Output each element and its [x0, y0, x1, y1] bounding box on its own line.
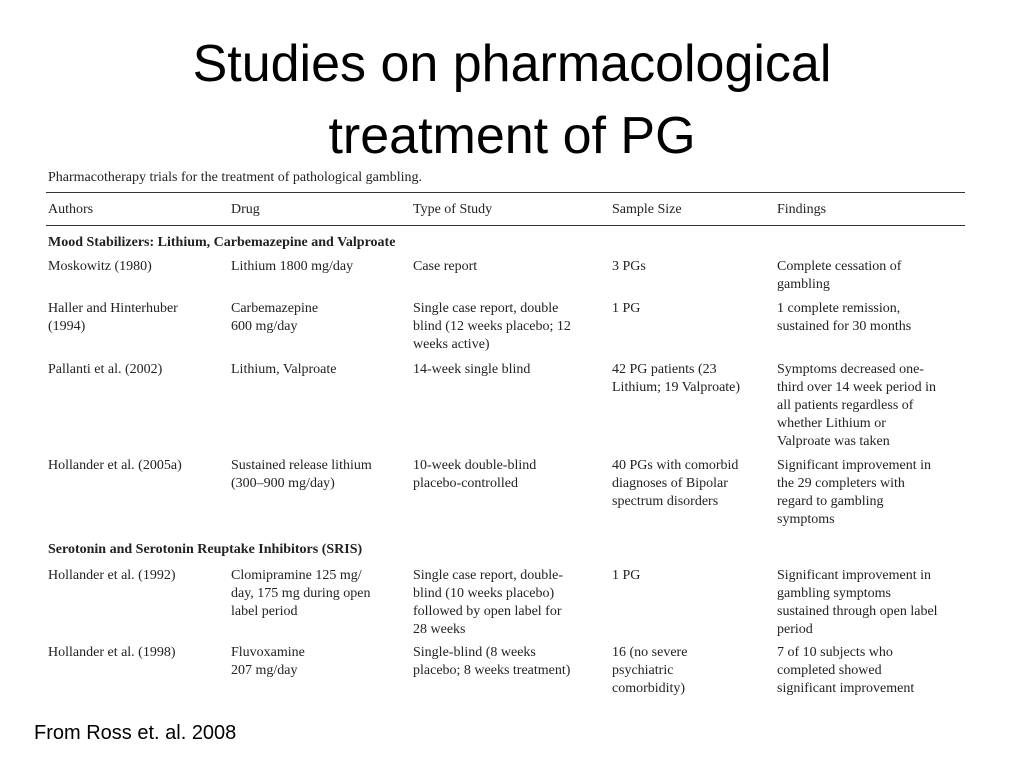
cell-line: Sustained release lithium	[231, 458, 372, 473]
cell-drug	[231, 258, 406, 276]
header-bottom-rule	[46, 225, 965, 226]
cell-drug	[231, 300, 406, 336]
cell-line: 1 complete remission,	[777, 301, 901, 316]
cell-line: weeks active)	[413, 337, 490, 352]
header-sample-size: Sample Size	[612, 202, 682, 217]
header-drug: Drug	[231, 202, 260, 217]
cell-type-of-study	[413, 567, 606, 639]
cell-line: placebo-controlled	[413, 476, 518, 491]
cell-line: Pallanti et al. (2002)	[48, 362, 163, 377]
cell-line: 16 (no severe	[612, 645, 688, 660]
cell-drug	[231, 567, 406, 621]
cell-line: Single case report, double-	[413, 568, 564, 583]
cell-type-of-study	[413, 644, 606, 680]
cell-type-of-study	[413, 457, 606, 493]
cell-line: 1 PG	[612, 568, 641, 583]
cell-line: Significant improvement in	[777, 568, 931, 583]
cell-line: Fluvoxamine	[231, 645, 305, 660]
cell-line: day, 175 mg during open	[231, 586, 371, 601]
source-citation: From Ross et. al. 2008	[34, 722, 237, 744]
cell-line: placebo; 8 weeks treatment)	[413, 663, 571, 678]
cell-line: Carbemazepine	[231, 301, 319, 316]
cell-findings	[777, 567, 967, 639]
cell-line: third over 14 week period in	[777, 380, 937, 395]
cell-line: all patients regardless of	[777, 398, 914, 413]
cell-line: the 29 completers with	[777, 476, 905, 491]
cell-line: psychiatric	[612, 663, 674, 678]
cell-line: 7 of 10 subjects who	[777, 645, 893, 660]
cell-sample-size	[612, 644, 770, 698]
section-heading: Mood Stabilizers: Lithium, Carbemazepine and Valproate	[48, 235, 396, 250]
cell-line: 10-week double-blind	[413, 458, 537, 473]
cell-sample-size	[612, 258, 770, 276]
cell-line: blind (12 weeks placebo; 12	[413, 319, 571, 334]
cell-line: spectrum disorders	[612, 494, 719, 509]
cell-line: Symptoms decreased one-	[777, 362, 924, 377]
cell-authors	[48, 300, 226, 336]
cell-line: 40 PGs with comorbid	[612, 458, 739, 473]
cell-line: regard to gambling	[777, 494, 884, 509]
cell-authors	[48, 644, 226, 662]
section-heading: Serotonin and Serotonin Reuptake Inhibitors (SRIS)	[48, 542, 363, 557]
cell-line: gambling	[777, 277, 830, 292]
header-type-of-study: Type of Study	[413, 202, 493, 217]
cell-findings	[777, 457, 967, 529]
cell-type-of-study	[413, 300, 606, 354]
cell-line: Moskowitz (1980)	[48, 259, 152, 274]
cell-findings	[777, 361, 967, 451]
cell-line: Hollander et al. (1998)	[48, 645, 176, 660]
slide-title-line-1: Studies on pharmacological	[192, 35, 832, 93]
cell-sample-size	[612, 300, 770, 318]
cell-line: Lithium; 19 Valproate)	[612, 380, 741, 395]
cell-authors	[48, 361, 226, 379]
slide-title-line-2: treatment of PG	[328, 107, 696, 165]
cell-authors	[48, 567, 226, 585]
cell-line: 28 weeks	[413, 622, 466, 637]
cell-line: followed by open label for	[413, 604, 562, 619]
header-authors: Authors	[48, 202, 94, 217]
cell-authors	[48, 457, 226, 475]
cell-line: Hollander et al. (1992)	[48, 568, 176, 583]
cell-line: 3 PGs	[612, 259, 646, 274]
cell-findings	[777, 258, 967, 294]
cell-line: Haller and Hinterhuber	[48, 301, 178, 316]
cell-line: Significant improvement in	[777, 458, 931, 473]
cell-line: 600 mg/day	[231, 319, 298, 334]
cell-line: 1 PG	[612, 301, 641, 316]
cell-line: Valproate was taken	[777, 434, 890, 449]
cell-line: symptoms	[777, 512, 835, 527]
cell-sample-size	[612, 457, 770, 511]
cell-line: blind (10 weeks placebo)	[413, 586, 555, 601]
cell-line: significant improvement	[777, 681, 915, 696]
cell-line: Lithium, Valproate	[231, 362, 337, 377]
cell-line: Hollander et al. (2005a)	[48, 458, 182, 473]
cell-line: Complete cessation of	[777, 259, 902, 274]
cell-drug	[231, 457, 406, 493]
cell-line: whether Lithium or	[777, 416, 886, 431]
cell-drug	[231, 361, 406, 379]
cell-line: 42 PG patients (23	[612, 362, 717, 377]
cell-line: 14-week single blind	[413, 362, 531, 377]
cell-line: completed showed	[777, 663, 882, 678]
cell-type-of-study	[413, 361, 606, 379]
cell-line: Lithium 1800 mg/day	[231, 259, 354, 274]
cell-line: (1994)	[48, 319, 86, 334]
cell-line: (300–900 mg/day)	[231, 476, 335, 491]
cell-line: Case report	[413, 259, 478, 274]
slide-title	[0, 28, 1024, 172]
cell-line: diagnoses of Bipolar	[612, 476, 728, 491]
header-findings: Findings	[777, 202, 827, 217]
cell-sample-size	[612, 361, 770, 397]
cell-line: Single-blind (8 weeks	[413, 645, 536, 660]
table-top-rule	[46, 192, 965, 193]
cell-line: comorbidity)	[612, 681, 686, 696]
cell-line: Single case report, double	[413, 301, 559, 316]
cell-line: sustained for 30 months	[777, 319, 912, 334]
cell-type-of-study	[413, 258, 606, 276]
cell-line: gambling symptoms	[777, 586, 891, 601]
cell-line: 207 mg/day	[231, 663, 298, 678]
table-caption: Pharmacotherapy trials for the treatment of pathological gambling.	[48, 170, 422, 185]
cell-line: Clomipramine 125 mg/	[231, 568, 362, 583]
cell-drug	[231, 644, 406, 680]
cell-findings	[777, 300, 967, 336]
cell-line: label period	[231, 604, 298, 619]
cell-findings	[777, 644, 967, 698]
cell-line: sustained through open label	[777, 604, 938, 619]
cell-authors	[48, 258, 226, 276]
cell-line: period	[777, 622, 813, 637]
cell-sample-size	[612, 567, 770, 585]
